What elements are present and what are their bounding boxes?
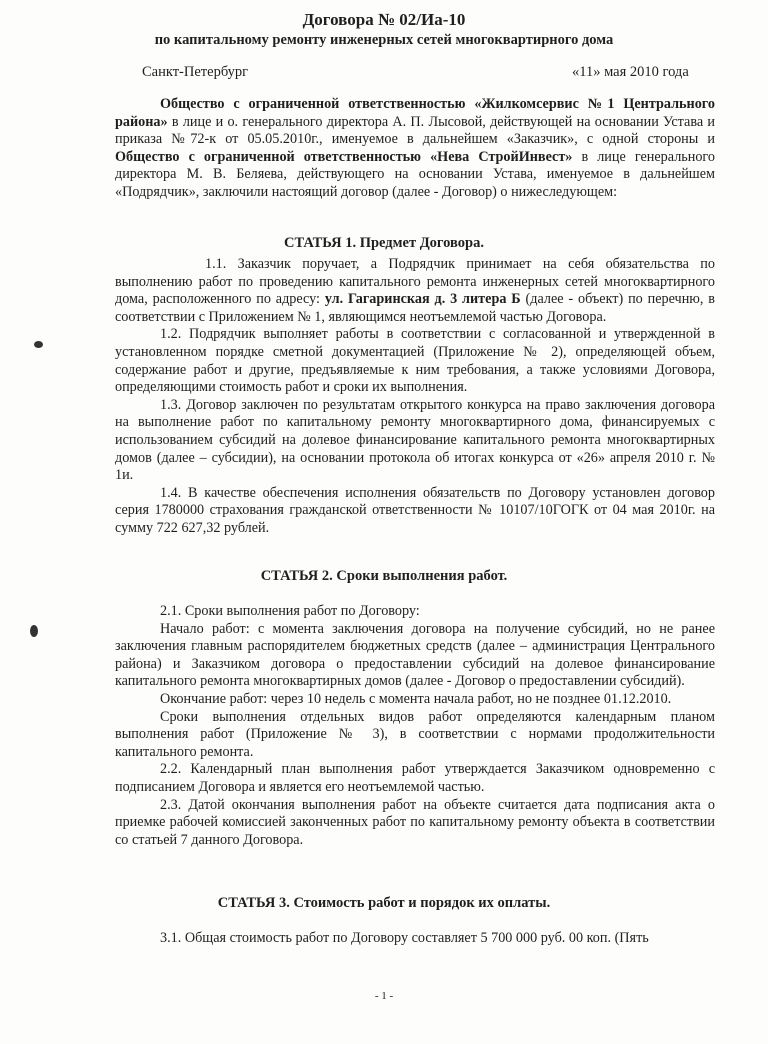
article-1-body (115, 256, 715, 538)
article-2-heading: СТАТЬЯ 2. Сроки выполнения работ. (260, 568, 508, 584)
intro-text-2: в лице генерального директора М. В. Беляева, действующего на основании Устава, именуемое в дальнейшем «Подрядчик», заключили настоящий договор (далее - Договор) о нижеследующем: (115, 148, 715, 200)
clause-2-2: 2.2. Календарный план выполнения работ утверждается Заказчиком одновременно с подписанием Договора и является его неотъемлемой частью. (115, 761, 715, 795)
contract-date: «11» мая 2010 года (572, 64, 689, 80)
contractor-org: Общество с ограниченной ответственностью «Нева СтройИнвест» (115, 148, 573, 165)
clause-1-4: 1.4. В качестве обеспечения исполнения обязательств по Договору установлен договор серия 1780000 страхования гражданской ответственности № 10107/10ГОГК от 04 мая 2010г. на сумму 722 627,32 рублей. (115, 484, 715, 536)
intro-paragraph (115, 96, 715, 202)
scan-speck (30, 625, 38, 637)
clause-1-2: 1.2. Подрядчик выполняет работы в соответствии с согласованной и утвержденной в установленном порядке сметной документацией (Приложение № 2), определяющей объем, содержание работ и другие, предъявляемые к ним требования, а также условиями Договора, определяющими стоимость работ и сроки их выполнения. (115, 326, 715, 396)
document-title: Договора № 02/Иа-10 (302, 10, 466, 29)
clause-2-3: 2.3. Датой окончания выполнения работ на объекте считается дата подписания акта о приемке рабочей комиссией законченных работ по капитальному ремонту объекта в соответствии со статьей 7 данного Договора. (115, 796, 715, 848)
customer-org: Общество с ограниченной ответственностью «Жилкомсервис №1 Центрального района» (115, 96, 715, 130)
scan-speck (34, 341, 43, 348)
work-terms: Сроки выполнения отдельных видов работ определяются календарным планом выполнения работ (Приложение № 3), в соответствии с нормами продолжительности капитального ремонта. (115, 708, 715, 760)
article-3-body (115, 930, 715, 948)
clause-2-1: 2.1. Сроки выполнения работ по Договору: (160, 603, 420, 619)
article-3-heading: СТАТЬЯ 3. Стоимость работ и порядок их оплаты. (217, 895, 551, 911)
clause-1-1-rest: (далее - объект) по перечню, в соответствии с Приложением № 1, являющимся неотъемлемой частью Договора. (115, 291, 715, 325)
clause-3-1: 3.1. Общая стоимость работ по Договору составляет 5 700 000 руб. 00 коп. (Пять (160, 930, 649, 946)
document-subtitle: по капитальному ремонту инженерных сетей многоквартирного дома (154, 32, 614, 48)
clause-1-1-text: 1.1. Заказчик поручает, а Подрядчик принимает на себя обязательства по выполнению работ по проведению капитального ремонта инженерных сетей многоквартирного дома, расположенного по адресу: (115, 256, 715, 308)
intro-text-1: в лице и о. генерального директора А. П. Лысовой, действующей на основании Устава и приказа №72-к от 05.05.2010г., именуемое в дальнейшем «Заказчик», с одной стороны и (115, 113, 715, 148)
clause-1-3: 1.3. Договор заключен по результатам открытого конкурса на право заключения договора на выполнение работ по капитальному ремонту многоквартирного дома, финансируемых с использованием субсидий на долевое финансирование капитального ремонта многоквартирных домов (далее – субсидии), на основании протокола об итогах конкурса от «26» апреля 2010 г. № 1и. (115, 396, 715, 484)
page-number: - 1 - (374, 990, 394, 1002)
object-address: ул. Гагаринская д. 3 литера Б (324, 291, 521, 308)
work-start: Начало работ: с момента заключения договора на получение субсидий, но не ранее заключения главным распорядителем бюджетных средств (далее – администрация Центрального района) и Заказчиком договора о предоставлении субсидий на долевое финансирование капитального ремонта многоквартирных домов (далее - Договор о предоставлении субсидий). (115, 620, 715, 690)
work-end: Окончание работ: через 10 недель с момента начала работ, но не позднее 01.12.2010. (160, 690, 672, 707)
article-1-heading: СТАТЬЯ 1. Предмет Договора. (284, 235, 484, 251)
contract-place: Санкт-Петербург (142, 64, 249, 80)
article-2-body (115, 603, 715, 849)
